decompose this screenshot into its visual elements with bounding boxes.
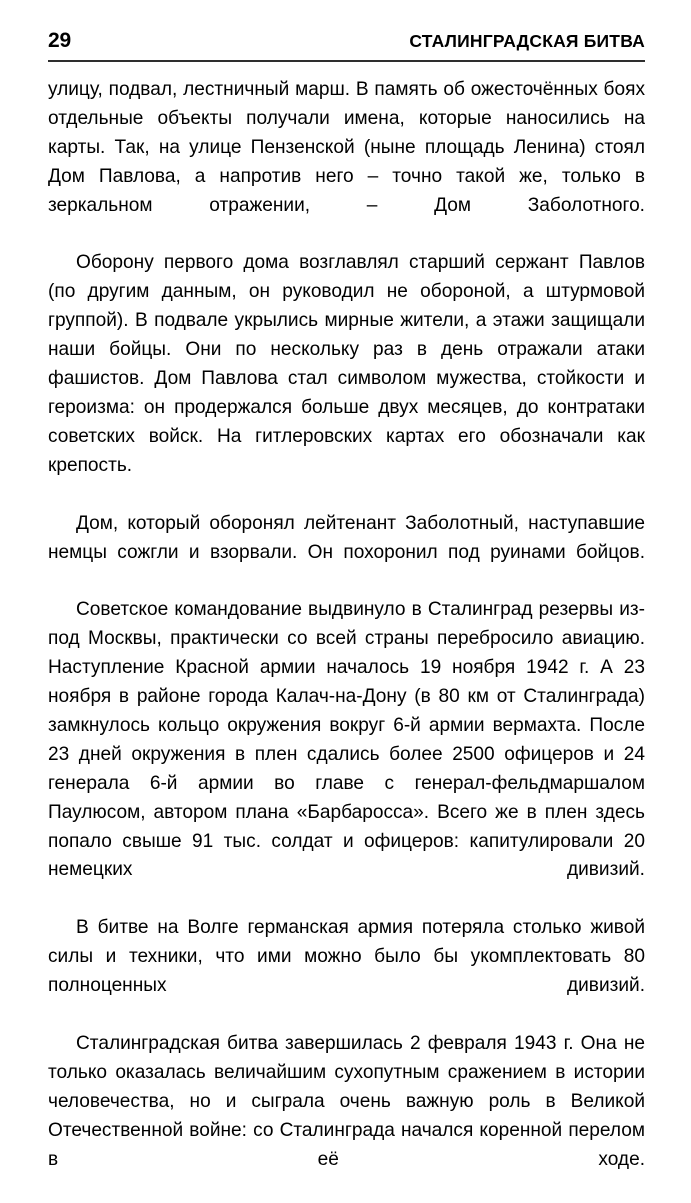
paragraph: Оборону первого дома возглавлял старший сержант Павлов (по другим данным, он руководил не обороной, а штурмовой группой). В подвале укрылись мирные жители, а этажи защищали наши бойцы. Они по нескольку раз в день отражали атаки фашистов. Дом Павлова стал символом мужества, стойкости и героизма: он продержался больше двух месяцев, до контратаки советских войск. На гитлеровских картах его обозначали как крепость. — [48, 252, 645, 476]
paragraph: Советское командование выдвинуло в Сталинград резервы из-под Москвы, практически со всей страны перебросило авиацию. Наступление Красной армии началось 19 ноября 1942 г. А 23 ноября в районе города Калач-на-Дону (в 80 км от Сталинграда) замкнулось кольцо окружения вокруг 6-й армии вермахта. После 23 дней окружения в плен сдались более 2500 офицеров и 24 генерала 6-й армии во главе с генерал-фельдмаршалом Паулюсом, автором плана «Барбаросса». Всего же в плен здесь попало свыше 91 тыс. солдат и офицеров: капитулировали 20 немецких дивизий. — [48, 599, 645, 881]
running-head — [48, 30, 645, 51]
paragraph: В битве на Волге германская армия потеряла столько живой силы и техники, что ими можно было бы укомплектовать 80 полноценных дивизий. — [48, 917, 645, 997]
body-text — [48, 76, 645, 1203]
running-head-title: СТАЛИНГРАДСКАЯ БИТВА — [409, 31, 645, 51]
page-number: 29 — [48, 29, 71, 52]
paragraph: Сталинградская битва завершилась 2 февраля 1943 г. Она не только оказалась величайшим сухопутным сражением в истории человечества, но и сыграла очень важную роль в Великой Отечественной войне: со Сталинграда начался коренной перелом в её ходе. — [48, 1032, 645, 1170]
paragraph: Дом, который оборонял лейтенант Заболотный, наступавшие немцы сожгли и взорвали. Он похоронил под руинами бойцов. — [48, 512, 645, 563]
header-divider — [48, 60, 645, 62]
paragraph: улицу, подвал, лестничный марш. В память об ожесточённых боях отдельные объекты получали имена, которые наносились на карты. Так, на улице Пензенской (ныне площадь Ленина) стоял Дом Павлова, а напротив него – точно такой же, только в зеркальном отражении, – Дом Заболотного. — [48, 79, 645, 216]
